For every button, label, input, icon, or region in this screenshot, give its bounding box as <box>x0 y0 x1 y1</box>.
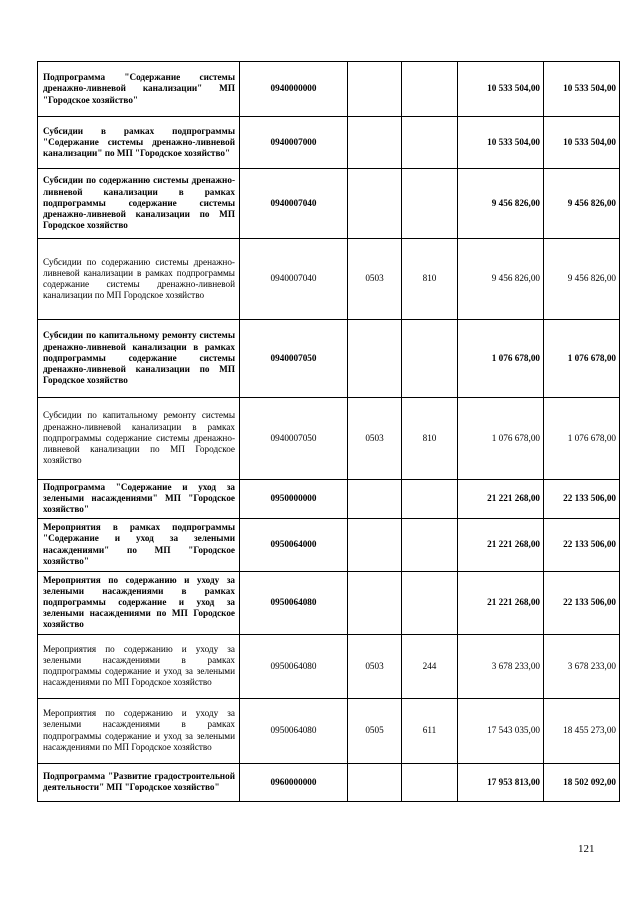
row-code: 0950000000 <box>240 480 348 519</box>
row-name: Подпрограмма "Содержание системы дренажно-ливневой канализации" МП "Городское хозяйство" <box>38 62 240 117</box>
table-row <box>38 62 620 117</box>
table-row <box>38 480 620 519</box>
row-name: Субсидии в рамках подпрограммы "Содержание системы дренажно-ливневой канализации" по МП "Городское хозяйство" <box>38 117 240 169</box>
row-code: 0950064080 <box>240 571 348 634</box>
row-name: Субсидии по содержанию системы дренажно-ливневой канализации в рамках подпрограммы содержание системы дренажно-ливневой канализации по МП Городское хозяйство <box>38 169 240 239</box>
row-code: 0940000000 <box>240 62 348 117</box>
row-type <box>402 117 458 169</box>
row-section <box>348 480 402 519</box>
row-type <box>402 169 458 239</box>
row-sum-1: 1 076 678,00 <box>458 320 544 398</box>
row-sum-2: 1 076 678,00 <box>544 398 620 480</box>
row-type <box>402 518 458 571</box>
row-sum-1: 3 678 233,00 <box>458 634 544 698</box>
table-row <box>38 763 620 801</box>
row-section <box>348 518 402 571</box>
row-sum-1: 21 221 268,00 <box>458 518 544 571</box>
row-type: 810 <box>402 239 458 320</box>
row-sum-2: 18 455 273,00 <box>544 698 620 763</box>
row-name: Субсидии по капитальному ремонту системы дренажно-ливневой канализации в рамках подпрограммы содержание системы дренажно-ливневой канализации по МП Городское хозяйство <box>38 320 240 398</box>
row-code: 0940007050 <box>240 398 348 480</box>
table-row <box>38 518 620 571</box>
row-section <box>348 62 402 117</box>
row-name: Субсидии по содержанию системы дренажно-ливневой канализации в рамках подпрограммы содержание системы дренажно-ливневой канализации по МП Городское хозяйство <box>38 239 240 320</box>
row-section <box>348 763 402 801</box>
row-section: 0503 <box>348 634 402 698</box>
row-section <box>348 117 402 169</box>
row-sum-1: 17 953 813,00 <box>458 763 544 801</box>
row-type <box>402 62 458 117</box>
table-row <box>38 117 620 169</box>
row-section <box>348 571 402 634</box>
row-sum-2: 9 456 826,00 <box>544 169 620 239</box>
row-sum-2: 18 502 092,00 <box>544 763 620 801</box>
row-code: 0950064080 <box>240 698 348 763</box>
row-sum-2: 1 076 678,00 <box>544 320 620 398</box>
row-code: 0940007040 <box>240 239 348 320</box>
row-sum-1: 1 076 678,00 <box>458 398 544 480</box>
row-sum-2: 10 533 504,00 <box>544 117 620 169</box>
row-code: 0940007050 <box>240 320 348 398</box>
row-section <box>348 320 402 398</box>
row-name: Субсидии по капитальному ремонту системы дренажно-ливневой канализации в рамках подпрограммы содержание системы дренажно-ливневой канализации по МП Городское хозяйство <box>38 398 240 480</box>
row-code: 0940007040 <box>240 169 348 239</box>
row-sum-1: 10 533 504,00 <box>458 117 544 169</box>
row-type <box>402 480 458 519</box>
table-row <box>38 320 620 398</box>
row-sum-1: 21 221 268,00 <box>458 480 544 519</box>
row-name: Мероприятия по содержанию и уходу за зелеными насаждениями в рамках подпрограммы содержание и уход за зелеными насаждениями по МП Городское хозяйство <box>38 634 240 698</box>
row-name: Мероприятия по содержанию и уходу за зелеными насаждениями в рамках подпрограммы содержание и уход за зелеными насаждениями по МП Городское хозяйство <box>38 571 240 634</box>
row-section <box>348 169 402 239</box>
row-code: 0960000000 <box>240 763 348 801</box>
page-number: 121 <box>578 843 595 855</box>
row-code: 0950064080 <box>240 634 348 698</box>
row-sum-2: 10 533 504,00 <box>544 62 620 117</box>
row-section: 0503 <box>348 398 402 480</box>
table-row <box>38 698 620 763</box>
row-type <box>402 763 458 801</box>
row-sum-1: 9 456 826,00 <box>458 239 544 320</box>
row-sum-2: 22 133 506,00 <box>544 518 620 571</box>
table-row <box>38 398 620 480</box>
row-type: 810 <box>402 398 458 480</box>
row-sum-2: 3 678 233,00 <box>544 634 620 698</box>
row-name: Подпрограмма "Развитие градостроительной деятельности" МП "Городское хозяйство" <box>38 763 240 801</box>
row-code: 0940007000 <box>240 117 348 169</box>
row-type <box>402 320 458 398</box>
row-sum-1: 9 456 826,00 <box>458 169 544 239</box>
table-row <box>38 169 620 239</box>
row-type: 244 <box>402 634 458 698</box>
table-row <box>38 571 620 634</box>
row-type: 611 <box>402 698 458 763</box>
row-sum-2: 22 133 506,00 <box>544 480 620 519</box>
row-code: 0950064000 <box>240 518 348 571</box>
row-sum-1: 17 543 035,00 <box>458 698 544 763</box>
row-name: Мероприятия в рамках подпрограммы "Содержание и уход за зелеными насаждениями" по МП "Городское хозяйство" <box>38 518 240 571</box>
row-name: Подпрограмма "Содержание и уход за зелеными насаждениями" МП "Городское хозяйство" <box>38 480 240 519</box>
row-sum-1: 21 221 268,00 <box>458 571 544 634</box>
row-section: 0505 <box>348 698 402 763</box>
budget-table <box>37 61 620 802</box>
row-sum-2: 22 133 506,00 <box>544 571 620 634</box>
table-row <box>38 634 620 698</box>
row-section: 0503 <box>348 239 402 320</box>
row-sum-1: 10 533 504,00 <box>458 62 544 117</box>
table-row <box>38 239 620 320</box>
row-type <box>402 571 458 634</box>
row-sum-2: 9 456 826,00 <box>544 239 620 320</box>
row-name: Мероприятия по содержанию и уходу за зелеными насаждениями в рамках подпрограммы содержание и уход за зелеными насаждениями по МП Городское хозяйство <box>38 698 240 763</box>
